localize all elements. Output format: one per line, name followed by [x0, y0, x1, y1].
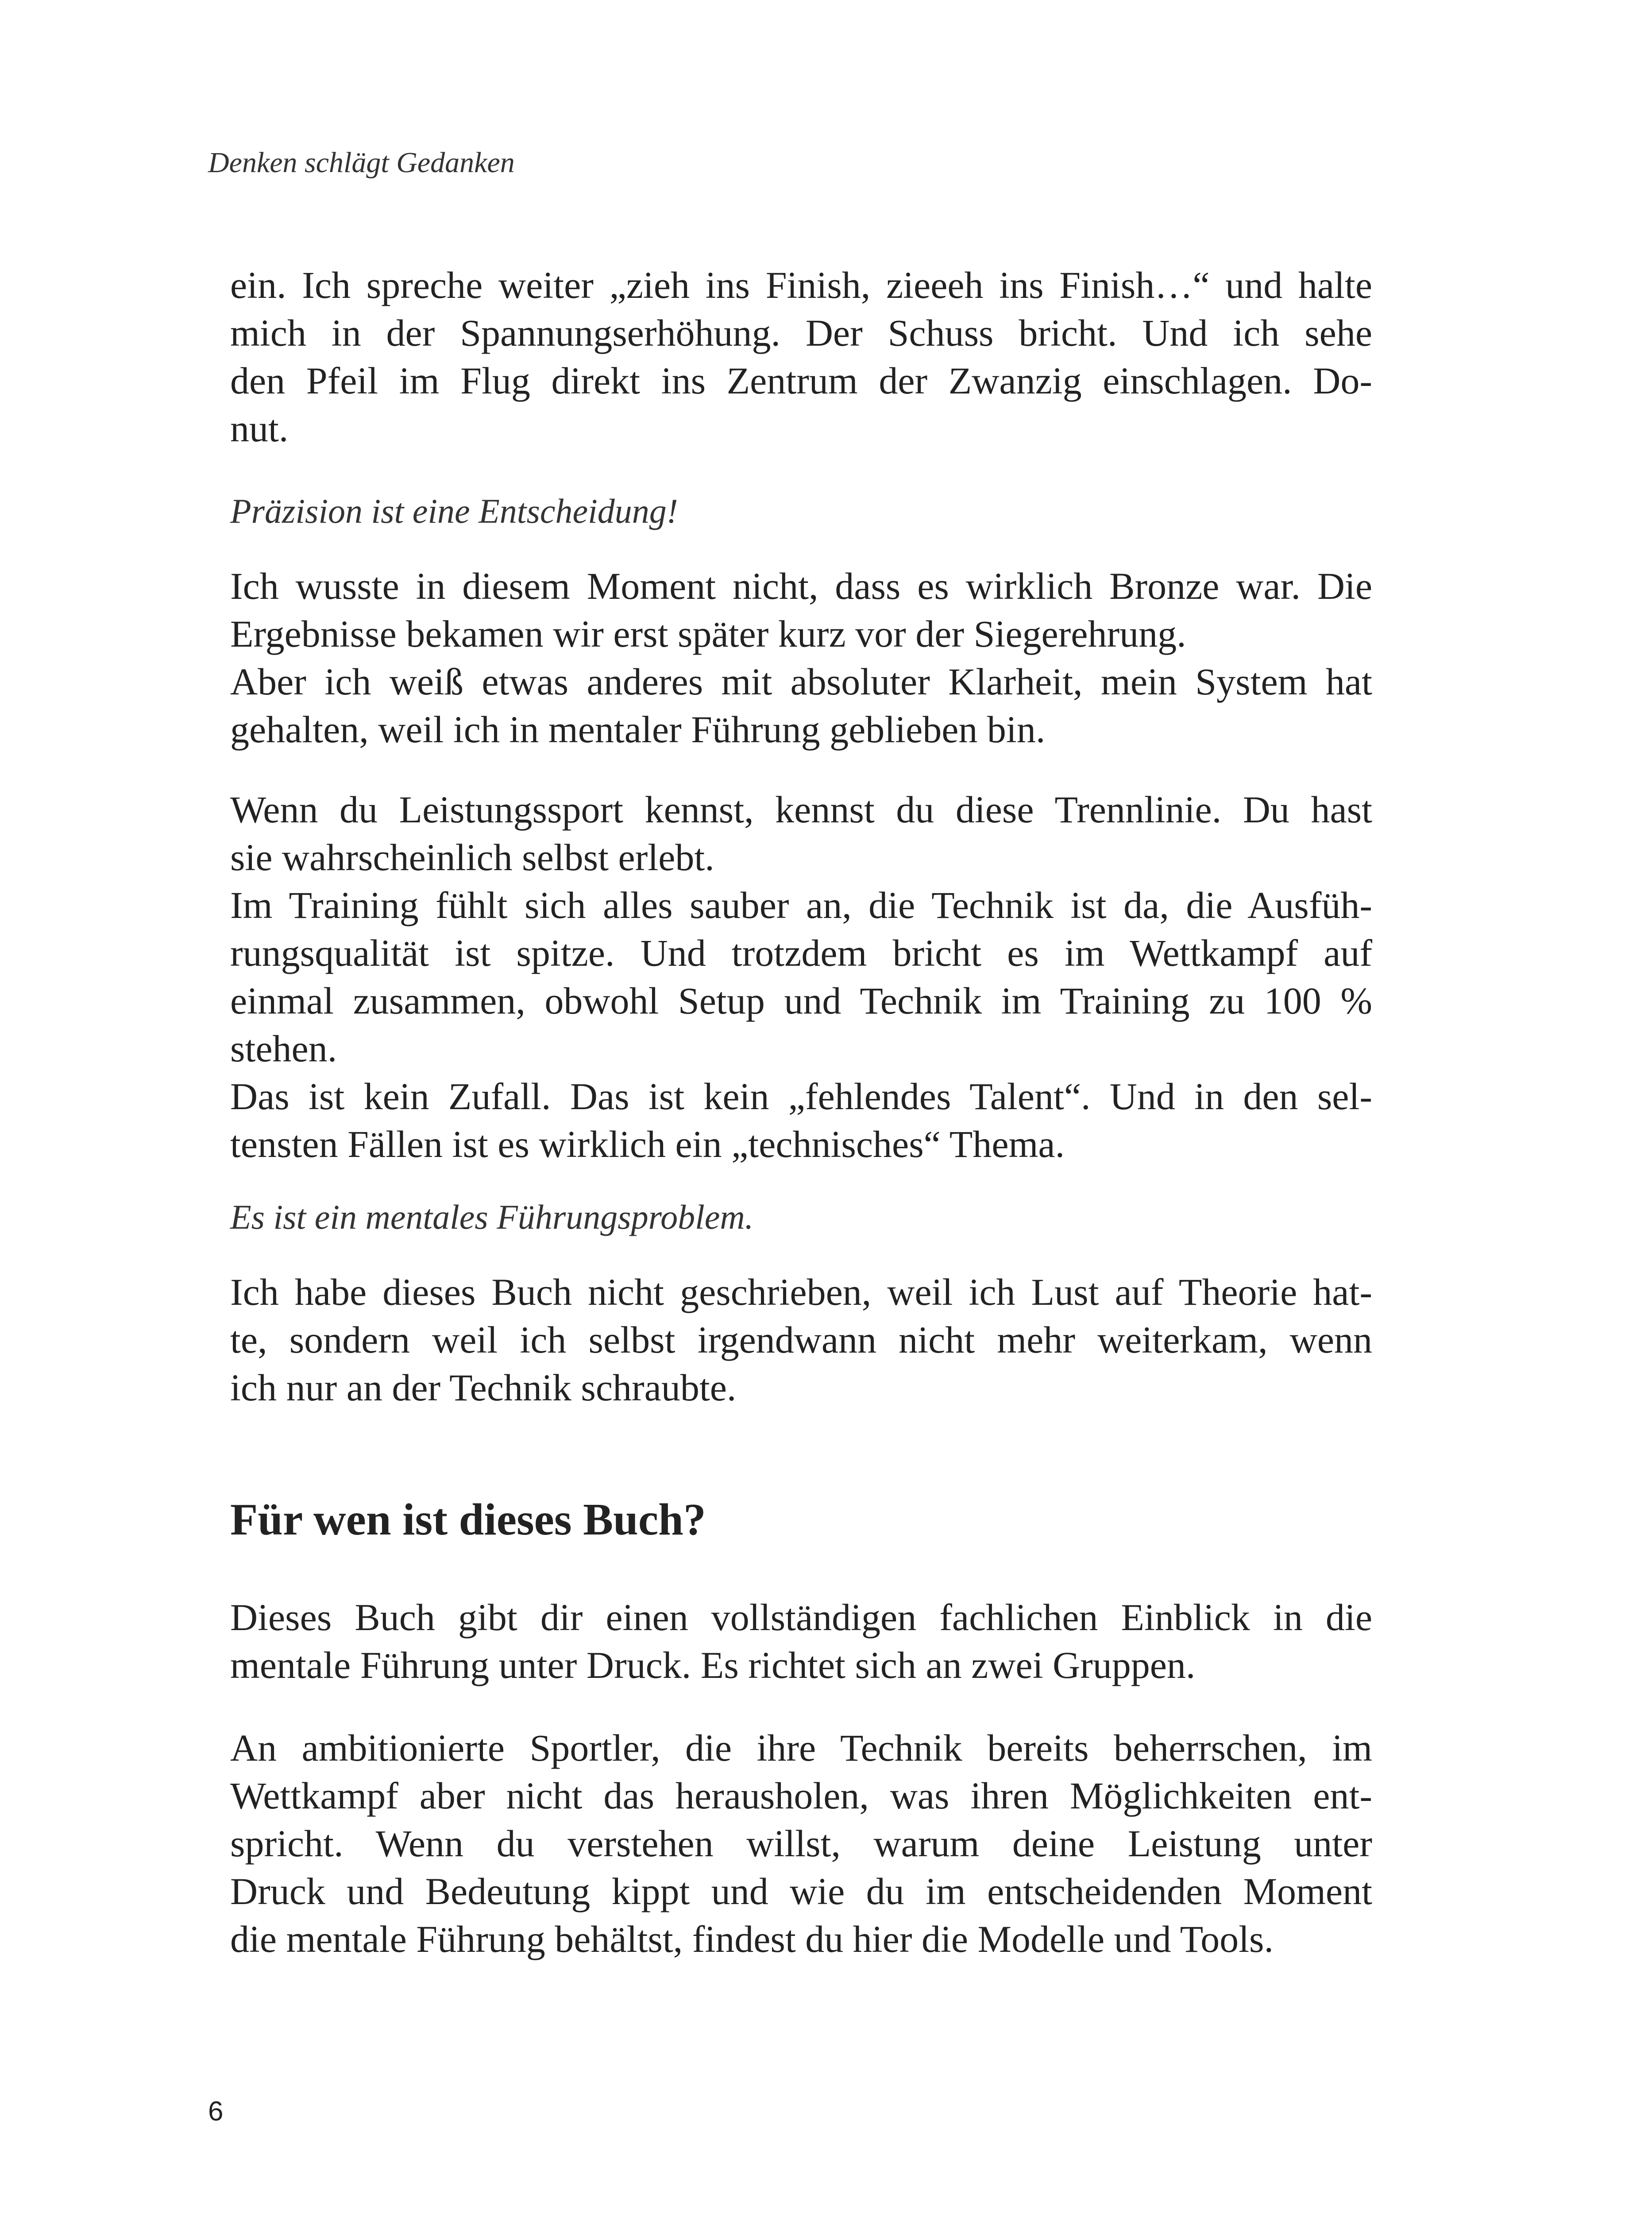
paragraph-6	[230, 1724, 1372, 1963]
paragraph-3	[230, 786, 1372, 1168]
text-line: Ich wusste in diesem Moment nicht, dass es wirklich Bronze war. Die	[230, 565, 1372, 607]
text-line: Das ist kein Zufall. Das ist kein „fehlendes Talent“. Und in den sel-	[230, 1075, 1372, 1118]
paragraph-4	[230, 1268, 1372, 1411]
text-line: Wenn du Leistungssport kennst, kennst du diese Trennlinie. Du hast	[230, 788, 1372, 831]
paragraph-5	[230, 1593, 1372, 1689]
text-line: Druck und Bedeutung kippt und wie du im entscheidenden Moment	[230, 1870, 1372, 1912]
text-line: mentale Führung unter Druck. Es richtet sich an zwei Gruppen.	[230, 1644, 1196, 1686]
section-heading: Für wen ist dieses Buch?	[230, 1495, 706, 1545]
running-head: Denken schlägt Gedanken	[208, 147, 515, 179]
text-line: ein. Ich spreche weiter „zieh ins Finish, zieeeh ins Finish…“ und halte	[230, 264, 1372, 306]
text-line: Im Training fühlt sich alles sauber an, die Technik ist da, die Ausfüh-	[230, 884, 1372, 926]
text-line: rungsqualität ist spitze. Und trotzdem bricht es im Wettkampf auf	[230, 932, 1372, 974]
italic-statement-2: Es ist ein mentales Führungsproblem.	[230, 1198, 754, 1236]
paragraph-2	[230, 562, 1372, 753]
text-line: Ergebnisse bekamen wir erst später kurz vor der Siegerehrung.	[230, 613, 1186, 655]
text-line: Aber ich weiß etwas anderes mit absoluter Klarheit, mein System hat	[230, 660, 1372, 703]
paragraph-1	[230, 261, 1372, 452]
text-line: den Pfeil im Flug direkt ins Zentrum der Zwanzig einschlagen. Do-	[230, 359, 1372, 402]
text-line: nut.	[230, 407, 289, 450]
italic-statement-1: Präzision ist eine Entscheidung!	[230, 492, 678, 530]
text-line: mich in der Spannungserhöhung. Der Schuss bricht. Und ich sehe	[230, 312, 1372, 354]
text-line: einmal zusammen, obwohl Setup und Technik im Training zu 100 %	[230, 979, 1372, 1022]
text-line: An ambitionierte Sportler, die ihre Technik bereits beherrschen, im	[230, 1727, 1372, 1769]
text-line: tensten Fällen ist es wirklich ein „technisches“ Thema.	[230, 1123, 1065, 1165]
text-line: spricht. Wenn du verstehen willst, warum deine Leistung unter	[230, 1822, 1372, 1865]
text-line: die mentale Führung behältst, findest du hier die Modelle und Tools.	[230, 1918, 1274, 1960]
text-line: sie wahrscheinlich selbst erlebt.	[230, 836, 714, 879]
text-line: ich nur an der Technik schraubte.	[230, 1366, 737, 1409]
page-number: 6	[208, 2096, 224, 2127]
text-line: te, sondern weil ich selbst irgendwann nicht mehr weiterkam, wenn	[230, 1319, 1372, 1361]
text-line: Ich habe dieses Buch nicht geschrieben, weil ich Lust auf Theorie hat-	[230, 1271, 1372, 1313]
text-line: Dieses Buch gibt dir einen vollständigen fachlichen Einblick in die	[230, 1596, 1372, 1639]
text-line: stehen.	[230, 1027, 337, 1070]
text-line: gehalten, weil ich in mentaler Führung geblieben bin.	[230, 708, 1046, 751]
text-line: Wettkampf aber nicht das herausholen, was ihren Möglichkeiten ent-	[230, 1774, 1372, 1817]
